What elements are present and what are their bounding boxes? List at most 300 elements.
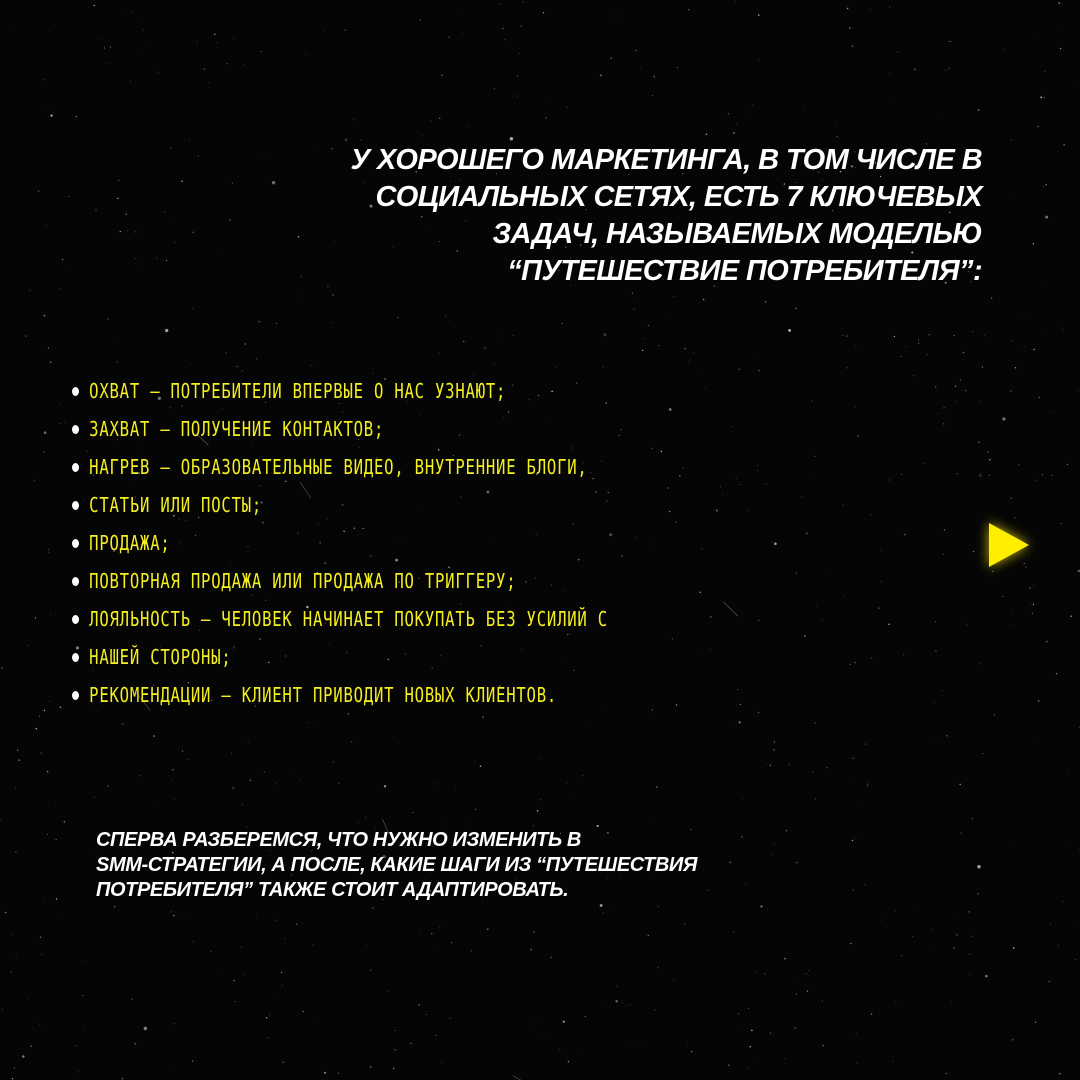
star-speck — [189, 139, 190, 140]
star-speck — [607, 1002, 608, 1003]
star-speck — [38, 190, 39, 191]
star-speck — [658, 906, 659, 907]
star-speck — [616, 986, 617, 987]
star-speck — [733, 132, 735, 134]
star-speck — [62, 259, 63, 260]
star-speck — [39, 1024, 40, 1025]
star-speck — [756, 972, 757, 973]
star-speck — [657, 967, 659, 969]
star-speck — [204, 68, 205, 69]
star-speck — [567, 107, 568, 108]
star-speck — [98, 39, 99, 40]
star-speck — [1043, 186, 1044, 187]
star-speck — [324, 31, 325, 32]
star-speck — [266, 1017, 267, 1018]
star-speck — [1051, 475, 1052, 476]
star-speck — [1024, 346, 1025, 347]
star-speck — [728, 113, 729, 114]
star-speck — [795, 308, 797, 310]
star-speck — [140, 775, 141, 776]
star-speck — [441, 75, 442, 76]
star-speck — [40, 752, 41, 753]
star-speck — [1003, 49, 1004, 50]
star-speck — [867, 784, 868, 785]
star-speck — [946, 1073, 947, 1074]
star-speck — [806, 973, 807, 974]
star-speck — [143, 30, 144, 31]
star-speck — [1033, 586, 1034, 587]
star-speck — [513, 335, 514, 336]
star-speck — [590, 727, 591, 728]
star-speck — [36, 728, 38, 730]
footer-line: ПОТРЕБИТЕЛЯ” ТАКЖЕ СТОИТ АДАПТИРОВАТЬ. — [96, 879, 569, 901]
star-speck — [317, 1018, 318, 1019]
star-speck — [969, 954, 970, 955]
star-speck — [967, 624, 968, 625]
star-speck — [543, 12, 544, 13]
star-speck — [889, 6, 890, 7]
star-speck — [44, 431, 47, 434]
star-speck — [901, 955, 902, 956]
star-speck — [332, 322, 333, 323]
star-speck — [648, 935, 649, 936]
star-speck — [198, 155, 199, 156]
star-speck — [114, 343, 115, 344]
star-speck — [1010, 625, 1011, 626]
star-speck — [836, 136, 837, 137]
star-speck — [233, 39, 234, 40]
star-speck — [170, 911, 171, 912]
star-speck — [1037, 126, 1038, 127]
star-speck — [755, 358, 756, 359]
star-speck — [971, 936, 972, 937]
star-speck — [1060, 48, 1061, 49]
star-speck — [1011, 140, 1012, 141]
star-speck — [420, 20, 421, 21]
star-speck — [48, 551, 50, 553]
star-speck — [969, 974, 970, 975]
star-speck — [842, 335, 843, 336]
star-speck — [333, 761, 334, 762]
star-speck — [1059, 1073, 1061, 1075]
star-speck — [684, 348, 685, 349]
star-speck — [600, 904, 603, 907]
star-speck — [629, 1004, 630, 1005]
star-speck — [927, 354, 928, 355]
star-speck — [197, 42, 198, 43]
star-speck — [687, 1045, 688, 1046]
star-speck — [233, 787, 234, 788]
star-speck — [857, 1063, 858, 1064]
star-speck — [929, 334, 930, 335]
star-speck — [435, 1035, 436, 1036]
star-speck — [5, 912, 7, 914]
star-speck — [992, 571, 994, 573]
star-speck — [751, 1030, 753, 1032]
heading-line: “ПУТЕШЕСТВИЕ ПОТРЕБИТЕЛЯ”: — [507, 255, 982, 287]
star-speck — [358, 822, 359, 823]
star-speck — [116, 361, 117, 362]
star-speck — [1068, 770, 1069, 771]
star-speck — [449, 1018, 450, 1019]
star-speck — [954, 335, 955, 336]
star-speck — [313, 944, 314, 945]
star-speck — [1011, 498, 1013, 500]
star-speck — [60, 404, 61, 405]
star-speck — [934, 950, 935, 951]
star-speck — [597, 825, 599, 827]
star-speck — [980, 663, 981, 664]
star-speck — [555, 366, 556, 367]
bullet-icon — [72, 425, 79, 434]
star-speck — [644, 338, 645, 339]
bullet-icon — [72, 463, 79, 472]
star-speck — [932, 929, 933, 930]
star-speck — [398, 743, 399, 744]
star-speck — [955, 401, 956, 402]
star-speck — [117, 198, 118, 199]
star-speck — [441, 1063, 442, 1064]
star-speck — [182, 751, 183, 752]
star-speck — [78, 1071, 79, 1072]
star-speck — [550, 957, 551, 958]
footer-line: СПЕРВА РАЗБЕРЕМСЯ, ЧТО НУЖНО ИЗМЕНИТЬ В — [96, 829, 581, 851]
star-speck — [475, 809, 476, 810]
star-speck — [537, 810, 539, 812]
star-speck — [158, 803, 159, 804]
star-speck — [688, 9, 689, 10]
star-speck — [1030, 603, 1031, 604]
star-speck — [539, 1023, 540, 1024]
star-speck — [1, 668, 2, 669]
star-speck — [311, 365, 312, 366]
star-speck — [988, 452, 989, 453]
footer-line: SMM-СТРАТЕГИИ, А ПОСЛЕ, КАКИЕ ШАГИ ИЗ “ПУТЕШЕСТВИЯ — [96, 854, 698, 876]
star-speck — [736, 124, 737, 125]
star-speck — [190, 364, 191, 365]
bullet-icon — [72, 387, 79, 396]
star-speck — [303, 1011, 304, 1012]
star-speck — [192, 1061, 193, 1062]
star-speck — [1036, 742, 1037, 743]
star-speck — [749, 111, 750, 112]
star-speck — [732, 721, 733, 722]
star-speck — [241, 947, 242, 948]
star-speck — [622, 1003, 623, 1004]
star-speck — [431, 933, 432, 934]
star-speck — [1045, 216, 1048, 219]
star-speck — [897, 51, 898, 52]
star-speck — [765, 301, 767, 303]
star-speck — [570, 796, 571, 797]
star-speck — [43, 452, 44, 453]
star-speck — [517, 75, 518, 76]
star-speck — [150, 44, 151, 45]
star-speck — [300, 779, 301, 780]
star-speck — [822, 1001, 823, 1002]
star-speck — [324, 1072, 326, 1074]
star-speck — [455, 786, 456, 787]
star-speck — [861, 803, 862, 804]
star-speck — [158, 72, 159, 73]
star-speck — [248, 742, 249, 743]
star-speck — [739, 369, 740, 370]
star-speck — [519, 53, 520, 54]
star-speck — [918, 339, 919, 340]
star-speck — [462, 33, 463, 34]
star-speck — [12, 1078, 13, 1079]
star-speck — [1058, 2, 1059, 3]
star-speck — [1040, 96, 1042, 98]
list-item-text: РЕКОМЕНДАЦИИ — КЛИЕНТ ПРИВОДИТ НОВЫХ КЛИЕНТОВ. — [89, 683, 558, 707]
star-speck — [1014, 517, 1015, 518]
star-speck — [989, 459, 991, 461]
star-speck — [277, 999, 278, 1000]
star-speck — [283, 1062, 284, 1063]
star-speck — [267, 1037, 268, 1038]
star-speck — [142, 53, 143, 54]
star-speck — [1024, 314, 1025, 315]
bullet-icon — [72, 501, 79, 510]
star-speck — [894, 101, 895, 102]
star-speck — [894, 336, 895, 337]
star-speck — [626, 1006, 627, 1007]
star-speck — [174, 242, 175, 243]
star-speck — [233, 980, 235, 982]
star-speck — [171, 779, 172, 780]
list-item-text: СТАТЬИ ИЛИ ПОСТЫ; — [89, 493, 263, 517]
star-speck — [1039, 397, 1040, 398]
star-speck — [422, 135, 423, 136]
star-speck — [985, 975, 988, 978]
star-speck — [16, 957, 17, 958]
star-speck — [739, 721, 741, 723]
star-speck — [538, 757, 539, 758]
star-speck — [652, 95, 653, 96]
star-speck — [953, 948, 954, 949]
star-speck — [1077, 921, 1078, 922]
star-speck — [44, 315, 46, 317]
star-speck — [510, 137, 513, 140]
star-speck — [632, 293, 633, 294]
star-speck — [443, 824, 444, 825]
star-speck — [616, 14, 617, 15]
star-speck — [656, 786, 658, 788]
star-speck — [135, 258, 136, 259]
star-speck — [1030, 587, 1031, 588]
star-speck — [455, 327, 456, 328]
star-speck — [788, 329, 791, 332]
star-speck — [846, 367, 847, 368]
star-speck — [1075, 959, 1076, 960]
star-speck — [1070, 615, 1072, 617]
list-item — [72, 676, 947, 714]
star-speck — [463, 341, 464, 342]
star-speck — [256, 358, 257, 359]
star-speck — [50, 613, 51, 614]
star-speck — [530, 949, 531, 950]
star-speck — [812, 772, 813, 773]
star-speck — [1050, 923, 1051, 924]
star-speck — [132, 11, 133, 12]
star-speck — [963, 352, 965, 354]
star-speck — [60, 423, 61, 424]
star-speck — [193, 942, 194, 943]
star-speck — [562, 323, 563, 324]
star-speck — [633, 308, 634, 309]
star-speck — [289, 770, 290, 771]
star-speck — [814, 798, 816, 800]
star-speck — [141, 267, 142, 268]
star-speck — [796, 994, 797, 995]
star-speck — [789, 764, 790, 765]
star-speck — [1012, 1039, 1013, 1040]
star-speck — [181, 918, 182, 919]
star-speck — [981, 554, 982, 555]
star-speck — [395, 1049, 396, 1050]
star-speck — [742, 798, 743, 799]
list-item — [72, 486, 947, 524]
star-speck — [276, 783, 277, 784]
star-speck — [517, 96, 518, 97]
star-speck — [1002, 417, 1005, 420]
star-speck — [807, 991, 808, 992]
star-speck — [144, 1027, 147, 1030]
star-speck — [559, 1050, 560, 1051]
star-speck — [1042, 474, 1043, 475]
star-speck — [652, 716, 653, 717]
star-speck — [747, 1067, 748, 1068]
star-speck — [603, 333, 606, 336]
star-speck — [1067, 464, 1068, 465]
star-speck — [748, 1008, 749, 1009]
star-speck — [468, 125, 469, 126]
star-speck — [135, 231, 136, 232]
star-speck — [691, 1051, 692, 1052]
star-speck — [1035, 1022, 1036, 1023]
star-speck — [14, 1067, 15, 1068]
star-speck — [752, 105, 753, 106]
star-speck — [631, 1045, 632, 1046]
star-speck — [301, 296, 302, 297]
star-speck — [544, 1033, 545, 1034]
star-speck — [956, 934, 958, 936]
star-speck — [853, 758, 854, 759]
star-speck — [285, 939, 286, 940]
star-speck — [29, 290, 30, 291]
star-speck — [218, 252, 219, 253]
star-speck — [523, 1, 524, 2]
star-speck — [972, 818, 973, 819]
star-speck — [529, 1024, 530, 1025]
star-speck — [762, 767, 763, 768]
star-speck — [1066, 846, 1067, 847]
star-speck — [965, 390, 966, 391]
star-speck — [1043, 329, 1044, 330]
star-speck — [338, 783, 339, 784]
star-speck — [706, 134, 708, 136]
star-speck — [583, 1055, 584, 1056]
star-speck — [850, 943, 851, 944]
star-speck — [582, 775, 583, 776]
star-speck — [749, 1046, 751, 1048]
star-speck — [1046, 184, 1047, 185]
star-speck — [46, 225, 47, 226]
star-speck — [1035, 32, 1036, 33]
star-speck — [345, 30, 346, 31]
star-speck — [269, 1014, 270, 1015]
star-speck — [366, 946, 367, 947]
list-item-text: ПРОДАЖА; — [89, 531, 171, 555]
star-speck — [104, 47, 105, 48]
star-speck — [796, 977, 797, 978]
star-speck — [1033, 349, 1034, 350]
star-speck — [394, 1030, 395, 1031]
star-speck — [264, 771, 265, 772]
star-speck — [1011, 340, 1012, 341]
star-speck — [758, 14, 759, 15]
star-speck — [15, 787, 16, 788]
star-speck — [610, 908, 611, 909]
star-speck — [50, 114, 52, 116]
star-speck — [45, 107, 46, 108]
star-speck — [282, 984, 283, 985]
star-speck — [107, 785, 108, 786]
star-speck — [122, 723, 124, 725]
star-speck — [211, 951, 212, 952]
star-speck — [482, 716, 484, 718]
star-speck — [1058, 27, 1059, 28]
star-speck — [498, 335, 499, 336]
star-speck — [122, 10, 123, 11]
star-speck — [982, 753, 983, 754]
star-speck — [814, 722, 815, 723]
star-speck — [34, 480, 35, 481]
star-speck — [56, 839, 57, 840]
star-speck — [50, 701, 51, 702]
star-speck — [25, 335, 27, 337]
star-speck — [1012, 609, 1013, 610]
play-arrow-icon[interactable] — [986, 520, 1032, 570]
star-speck — [387, 990, 389, 992]
heading-line: У ХОРОШЕГО МАРКЕТИНГА, В ТОМ ЧИСЛЕ В — [350, 144, 982, 176]
star-speck — [138, 18, 139, 19]
bullet-icon — [72, 691, 79, 700]
star-speck — [410, 1043, 411, 1044]
star-speck — [948, 41, 949, 42]
star-speck — [1032, 613, 1033, 614]
star-speck — [11, 935, 12, 936]
star-speck — [1043, 97, 1044, 98]
star-speck — [945, 70, 946, 71]
star-speck — [35, 617, 36, 618]
star-speck — [774, 741, 775, 742]
star-speck — [936, 741, 937, 742]
star-speck — [1049, 981, 1050, 982]
list-item — [72, 600, 947, 638]
star-speck — [566, 782, 567, 783]
star-speck — [56, 915, 57, 916]
star-speck — [190, 918, 191, 919]
star-speck — [370, 969, 372, 971]
star-speck — [895, 910, 896, 911]
star-speck — [1063, 329, 1064, 330]
star-speck — [658, 345, 659, 346]
star-speck — [281, 972, 283, 974]
star-speck — [393, 1068, 394, 1069]
star-speck — [55, 25, 56, 26]
star-speck — [470, 824, 471, 825]
